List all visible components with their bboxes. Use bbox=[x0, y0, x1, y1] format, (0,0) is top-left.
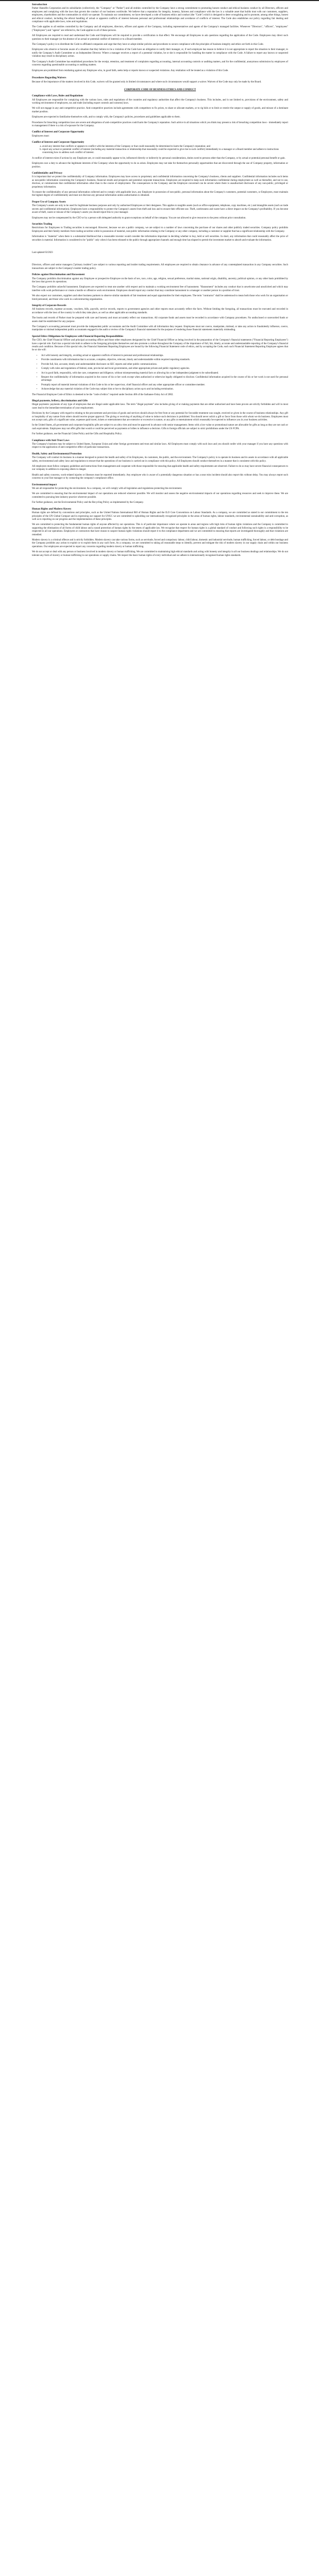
confidentiality-heading: Confidentiality and Privacy bbox=[32, 172, 63, 175]
conflict-paragraph-1: A conflict of interest exists if actions by any Employee are, or could reasonably appear to be, influenced directly or indirectly by personal considerations, duties owed to persons other than the Company, or by actual or potential personal benefit or gain. bbox=[32, 157, 286, 160]
financial-item: • Acknowledge that any material violation of the Code may subject him or her to disciplinary action up to and including termination. bbox=[41, 388, 288, 391]
health-paragraph-1: The Company will conduct its business in a manner designed to protect the health and safety of its Employees, its customers, the public, and the environment. The Company's policy is to operate its business and its assets in accordance with all applicable safety, environmental and safety laws and regulations to ensure that the operations of our business is carried out in compliance with this policy. All Employees should conduct themselves in a manner that is consistent with this policy. bbox=[32, 456, 288, 463]
integrity-paragraph-2: The books and records of Parker must be prepared with care and honesty and must accurately reflect our transactions. All corporate funds and assets must be recorded in accordance with Company procedures. No undisclosed or unrecorded funds or assets shall be established for any purpose. bbox=[32, 317, 288, 323]
assets-heading: Proper Use of Company Assets bbox=[32, 200, 66, 204]
intro-paragraph-3: All Employees are required to read and understand the Code and Employees will be required to provide a certification to that effect. We encourage all Employees to ask questions regarding the application of the Code. Employees may direct such questions to their manager (or the absence of an actual or potential conflict of interest) or to a Board member. bbox=[32, 35, 288, 41]
conflict-subheading: Conflict of Interest and Corporate Opportunity bbox=[32, 141, 85, 144]
securities-paragraph-2: Information is "material" when there is a substantial likelihood that a reasonable investor would consider the information important in deciding whether to buy, hold or sell securities. In short, any information that could reasonably affect the price of securities is material. Information is considered to be "public" only when it has been released to the public through appropriate channels and enough time has elapsed to permit the investment market to absorb and evaluate the information. bbox=[32, 235, 288, 242]
antitrust-paragraph: The Company's business may be subject to United States, European Union and other foreign government anti-trust and similar laws. All Employees must comply with such laws and you should confer with your manager if you have any questions with respect to the application of anti-competitive effect of particular transactions. bbox=[32, 443, 288, 449]
top-rule bbox=[0, 0, 319, 1]
financial-item: • Act with honesty and integrity, avoiding actual or apparent conflicts of interest in personal and professional relationships. bbox=[41, 354, 288, 358]
conflict-heading: Conflict of Interest and Corporate Opportunity bbox=[32, 131, 85, 134]
health-paragraph-3: Health and safety concerns, work-related injuries or illnesses must be reported immediately. Any employee who is aware of a potentially dangerous situation or has a near miss incident should also report this without delay. You may always report such concerns to your line manager or by contacting the company's compliance office. bbox=[32, 473, 288, 480]
assets-paragraph-1: The Company's assets are only to be used for legitimate business purposes and only by authorised Employees or their designees. This applies to tangible assets (such as office equipment, telephone, copy machines, etc.) and intangible assets (such as trade secrets and confidential information). Employees have a responsibility to protect the Company's assets from theft and loss and to ensure their efficient use. Theft, carelessness and waste have a direct impact on the Company's profitability. If you become aware of theft, waste or misuse of the Company's assets you should report this to your manager. bbox=[32, 205, 288, 214]
integrity-heading: Integrity of Corporate Records bbox=[32, 304, 66, 307]
conflict-item-a: a. avoid any interest that conflicts or appears to conflict with the interests of the Company or that could reasonably be determined to harm the Company's reputation; and bbox=[42, 145, 288, 148]
procedures-heading: Procedures Regarding Waivers bbox=[32, 76, 66, 79]
financial-item: • Respect the confidentiality of information acquired in the course of his or her work except when authorized or otherwise legally obligated to disclose. Confidential information acquired in the course of his or her work is not used for personal advantage. bbox=[41, 376, 288, 383]
intro-paragraph-6: The Company's Audit Committee has established procedures for the receipt, retention, and treatment of complaints regarding accounting, internal accounting controls or auditing matters, and for the confidential, anonymous submission by employees of concerns regarding questionable accounting or auditing matters. bbox=[32, 60, 288, 67]
financial-item: • Act in good faith, responsibly, with due care, competence and diligence, without misrepresenting material facts or allowing his or her independent judgment to be subordinated. bbox=[41, 372, 288, 375]
code-title: CORPORATE CODE OF BUSINESS ETHICS AND CONDUCT bbox=[124, 88, 196, 91]
intro-paragraph-2: The Code applies to all entities controlled by the Company and all employees, directors, officers and agents of the Company, including representatives and agents of the Company's managed facilities. Whenever "Directors", "officers", "employees" ("Employees") and "agents" are referred to, the Code applies to all of these persons. bbox=[32, 26, 288, 32]
discrimination-paragraph-3: We also expect our customers, suppliers and other business partners to observe similar standards of fair treatment and equal opportunities for their employees. The term "contractor" shall be understood to mean both those who work for an organisation or hired personnel, and those who work in a subcontracting organisation. bbox=[32, 295, 288, 301]
discrimination-paragraph-2: The Company prohibits unlawful harassment. Employees are expected to treat one another with respect and to maintain a working environment free of harassment. "Harassment" includes any conduct that is unwelcome and unsolicited and which may interfere with work performance or create a hostile or offensive work environment. Employees should report any conduct that may constitute harassment to a manager or another person in a position of trust. bbox=[32, 286, 288, 292]
health-paragraph-2: All employees must follow company guidelines and instructions from management and cooperate with those responsible for ensuring that applicable health and safety requirements are observed. Failure to do so may have severe financial consequences to our company in addition to exposing others to danger. bbox=[32, 465, 288, 471]
financial-heading: Special Ethics Obligations for Employees with Financial Reporting Responsibilities bbox=[32, 335, 124, 338]
spacer bbox=[32, 244, 288, 251]
financial-item: • Provide constituents with information that is accurate, complete, objective, relevant, timely and understandable within required reporting standards. bbox=[41, 359, 288, 362]
compliance-heading: Compliance with Laws, Rules and Regulations bbox=[32, 95, 83, 98]
procedures-paragraph: Because of the importance of the matters involved in this Code, waivers will be granted only in limited circumstances and where such circumstances would support a waiver. Waivers of the Code may only be made by the Board. bbox=[32, 81, 262, 84]
antitrust-heading: Compliance with Anti-Trust Laws bbox=[32, 439, 70, 442]
illegal-paragraph-2: Decisions by the Company with regard to relating to the procurement and provision of goods and services should always be free from or any potential for favorable treatment was sought, received or given in the course of business relationships. Any gift or hospitality of any nature from others should receive proper approval. The giving or receiving of anything of value to induce such decisions is prohibited. You should never solicit a gift or favor from those with whom we do business. Employees must not accept cash, gifts of a significant value, expenses paid travel, tickets or entertainment that are extensive or excessive in nature, or any gifts or entertainment which reasonably be expected to influence you in your business activities. bbox=[32, 412, 288, 421]
conflict-item-b: b. report any actual or potential conflict of interest (including any material transaction or relationship that reasonably could be expected to give rise to such conflict) immediately to a manager or a Board member and adhere to instructions concerning how to address such conflict of interest. bbox=[42, 148, 288, 155]
conflict-list bbox=[32, 145, 288, 155]
illegal-paragraph-4: For further guidance, see the Financial Crime Policy and the Gifts and Hospitality Policy. bbox=[32, 433, 123, 436]
illegal-paragraph-3: In the United States, all government and corporate hospitality gifts are subject to an ultra vires and must be approved in advance with senior management. Items with a low-value or promotional nature are allowable for gifts as long as they are not cash or cash equivalents. Employees may not offer gifts that would or could be perceived as payments or bribes to influence a decision. Gifts to foreign officials are subject to strict prohibitions under the US FCPA. bbox=[32, 424, 288, 430]
last-updated: Last updated 02/2023 bbox=[32, 251, 53, 254]
securities-paragraph-1: Restrictions for Employees to Trading securities is encouraged. However, because we are a public company, we are subject to a number of laws concerning the purchase of our shares and other publicly traded securities. Company policy prohibits Employees and their family members from trading securities while in possession of material, non-public information relating to the Company or any other company, including a customer or supplier that has a significant relationship with the Company. bbox=[32, 227, 288, 233]
integrity-paragraph-1: All business records, expense accounts, vouchers, bills, payrolls, service records, reports to government agencies and other reports must accurately reflect the facts. Without limiting the foregoing, all transactions must be executed and recorded in accordance with the laws of the country in which they take place, as well as other applicable accounting standards. bbox=[32, 308, 288, 314]
human-rights-heading: Human Rights and Modern Slavery bbox=[32, 507, 72, 511]
securities-heading: Securities Trading bbox=[32, 223, 53, 226]
human-rights-paragraph-2: We are committed to protecting the fundamental human rights of anyone affected by our operations. This is of particular importance where we operate in areas and regions with high risks of human rights violations and the Company is committed to supporting the elimination of all forms of child labour and a sound protection of human rights by the tenets of applicable law. We recognise that respect for human rights is a global standard of conduct and following such rights is a responsibility to be respected in all our operations. Employees or contractors that have reason to suspect human rights violations should report it to the compliance department and we are committed to ensuring that reports are investigated thoroughly and that violations are remedied. bbox=[32, 523, 288, 536]
financial-list bbox=[32, 354, 288, 392]
intro-paragraph-4: The Company's policy is to distribute the Code to affiliated companies and urge that they have or adopt similar policies and procedures to secure compliance with the principles of business integrity and ethics set forth in this Code. bbox=[32, 43, 264, 46]
health-heading: Health, Safety and Environmental Protection bbox=[32, 452, 82, 455]
intro-title: Introduction bbox=[32, 3, 47, 6]
compliance-paragraph-1: All Employees are responsible for complying with the various laws, rules and regulations of the countries and regulatory authorities that affect the Company's business. This includes, and is not limited to, provisions of the environment, safety and working environment of employees, tax and trade (including export controls and customs) laws. bbox=[32, 98, 288, 105]
human-rights-paragraph-3: Modern slavery is a criminal offence and is strictly forbidden. Modern slavery can take various forms, such as servitude, forced and compulsory labour, child labour, domestic and industrial servitude, human trafficking, forced labour, or debt bondage and the Company prohibits any action to exploit or to exploit them in any such form. As a company, we are committed to taking all reasonable steps to identify, prevent and mitigate the risk of modern slavery in our supply chain and within our business operations. Our employees are expected to report any concerns regarding modern slavery or human trafficking. bbox=[32, 538, 288, 548]
confidentiality-paragraph-1: It is important that we protect the confidentiality of Company information. Employees may have access to proprietary and confidential information concerning the Company's business, clients and suppliers. Confidential information includes such items as non-public information concerning the Company's business, financial results and prospects and potential corporate transactions. Employees are required to keep such information confidential during employment as well as thereafter, and not to use, disclose, or communicate that confidential information other than in the course of employment. The consequences to the Company and the Employee concerned can be severe where there is unauthorised disclosure of any non-public, privileged or proprietary information. bbox=[32, 176, 288, 189]
human-rights-paragraph-1: Human rights are defined by conventions and principles, such as the United Nations International Bill of Human Rights and the ILO Core Conventions on Labour Standards. As a company, we are committed as stated in our commitment to the ten principles of the UN Global Compact and in expressing our support for UNGC we are committed to upholding our internationally recognized principles in the areas of human rights, labour standards, environmental sustainability and anti-corruption, as well as to reporting on our progress and the implementation of these principles. bbox=[32, 512, 288, 521]
financial-item: • Provide full, fair, accurate, timely and understandable disclosure on SEC reports and other public communications. bbox=[41, 363, 288, 366]
conflict-paragraph-2: Employees owe a duty to advance the legitimate interests of the Company when the opportunity to do so arises. Employees may not take for themselves personally opportunities that are discovered through the use of Company property, information or position. bbox=[32, 162, 288, 168]
discrimination-paragraph-1: The Company prohibits discrimination against any Employee or prospective Employee on the basis of sex, race, color, age, religion, sexual preference, marital status, national origin, disability, ancestry, political opinion, or any other basis prohibited by the laws that govern its operations. bbox=[32, 277, 288, 283]
assets-paragraph-2: Employees may not be compensated by the CEO or by a person with delegated authority to grant exceptions on behalf of the company. You are not allowed to give resources to the press without prior consultation. bbox=[32, 216, 246, 219]
environment-heading: Environmental impact bbox=[32, 483, 57, 486]
compliance-paragraph-4: Procedures for breaching competition laws are severe and allegations of anti-competitive practices could harm the Company's reputation. Such advice in all situations which you think may present a risk of breaching competition laws - immediately report to management if there is a risk of exposure for the Company. bbox=[32, 121, 288, 127]
financial-item: • Comply with rules and regulations of federal, state, provincial and local governments, and other appropriate private and public regulatory agencies. bbox=[41, 367, 288, 370]
directors-note: Directors, officers and senior managers ("primary insiders") are subject to various reporting and insider trading requirements. All employees are required to obtain clearance in advance of any contemplated transaction in any Company securities. Such transactions are subject to the Company's insider trading policy. bbox=[32, 264, 288, 270]
financial-paragraph: The CEO, the Chief Financial Officer and principal accounting officer and those other employees designated by the Chief Financial Officer as being involved in the preparation of the Company's financial statements ("Financial Reporting Employees") have a special role. Each has a special role both to adhere to the foregoing principles themselves and also promote a culture throughout the Company of the importance of full, fair, timely, accurate and understandable reporting of the Company's financial results and condition. Because of this special role, the Financial Statement Reporting Employees are bound by the following Financial Statement code of ethics, and by accepting the Code, each such Financial Statement Reporting Employee agrees that he or she will: bbox=[32, 339, 288, 352]
human-rights-paragraph-4: We do not accept or deal with any person or business involved in modern slavery or human trafficking. We are committed to maintaining high ethical standards and acting with honesty and integrity in all our business dealings and relationships. We do not tolerate any form of slavery or human trafficking in our operations or supply chains. We respect the basic human rights of every individual and we adhere to internationally recognised human rights standards. bbox=[32, 551, 288, 557]
illegal-paragraph-1: Illegal payments: payments of any type of employees that are illegal under applicable laws. The term "illegal payment" also includes giving of or making payments that are either authorised and have been proven are strictly forbidden and will in most cases lead to the immediate termination of your employment. bbox=[32, 403, 288, 410]
conflict-lead: Employees must: bbox=[32, 134, 49, 138]
environment-paragraph-1: We are all responsible for protecting the environment. As a company, we will comply with all legislation and regulations protecting the environment. bbox=[32, 487, 182, 490]
compliance-paragraph-3: Employees are expected to familiarise themselves with, and to comply with, the Company's policies, procedures and guidelines applicable to them. bbox=[32, 116, 180, 119]
environment-paragraph-2: We are committed to ensuring that the environmental impact of our operations are reduced wherever possible. We will monitor and assess the negative environmental impacts of our operations regarding resources and seek to improve these. We are committed to pursuing best industry practice wherever possible. bbox=[32, 493, 288, 499]
intro-paragraph-7: Employees are prohibited from retaliating against any Employee who, in good faith, seeks help or reports known or suspected violations. Any retaliation will be treated as a violation of this Code. bbox=[32, 69, 229, 72]
integrity-paragraph-3: The Company's accounting personnel must provide the independent public accountants and the Audit Committee with all information they request. Employees must not coerce, manipulate, mislead, or take any action to fraudulently influence, coerce, manipulate or mislead independent public accountants engaged in the audit or review of the Company's financial statements for the purpose of rendering those financial statements materially misleading. bbox=[32, 326, 288, 332]
discrimination-heading: Policies against Discrimination and Harassment bbox=[32, 274, 85, 277]
environment-paragraph-3: For further guidance, see the Environmental Policy and the Recycling Policy as implemented by the Company. bbox=[32, 501, 144, 504]
compliance-paragraph-2: We will not engage in any anti-competitive practice. Anti-competitive practices include agreements with competitors to fix prices, to share or allocate markets, or to rig bids or to limit or restrict the output or supply of goods, and misuse of a dominant market position. bbox=[32, 107, 288, 113]
spacer bbox=[32, 257, 288, 264]
illegal-heading: Illegal payments, bribery, discrimination and Gifts bbox=[32, 399, 88, 402]
intro-paragraph-1: Parker Hannifin Corporation and its subsidiaries (collectively, the "Company" or "Parker") and all entities controlled by the Company have a strong commitment to promoting honest conduct and ethical business conduct by all Directors, officers and employees and complying with the laws that govern the conduct of our business worldwide. We believe that a reputation for integrity, honesty, fairness and compliance with the law is a valuable asset that builds trust with our customers, suppliers, employees, shareholders and the communities in which we operate. To maintain our commitment, we have developed a code of business ethics and conduct (the "Code") which is designed to deter wrongdoing and to promote, among other things, honest and ethical conduct, including the ethical handling of actual or apparent conflicts of interest between personal and professional relationships and avoidance of conflicts of interest. The Code also establishes our policy regarding fair dealing and compliance with applicable laws, rules and regulations. bbox=[32, 7, 288, 24]
intro-paragraph-5: Employees who observe or become aware of a situation that they believe to be a violation of the Code have an obligation to notify their manager, or, if such employee has reason to believe it is not appropriate to report the situation to their manager, to notify the Company's Audit Committee or an Independent Director. Where a manager receives a report of a potential violation, he or she is responsible for handling the matter in compliance with the Code. A failure to report any known or suspected violation may result in disciplinary action. bbox=[32, 48, 288, 58]
financial-item: • Promptly report all material internal violations of this Code to his or her supervisor, chief financial officer and any other appropriate officer or committee member. bbox=[41, 384, 288, 387]
financial-tail: The Financial Employee Code of Ethics is deemed to be the "code of ethics" required under Section 406 of the Sarbanes-Oxley Act of 2002. bbox=[32, 393, 174, 396]
confidentiality-paragraph-2: To ensure the confidentiality of any personal information collected and to comply with applicable laws, any Employee in possession of non-public, personal information about the Company's customers, potential customers, or Employees, must maintain the highest degree of confidentiality and must not disclose any personal information unless authorisation is obtained. bbox=[32, 191, 288, 197]
